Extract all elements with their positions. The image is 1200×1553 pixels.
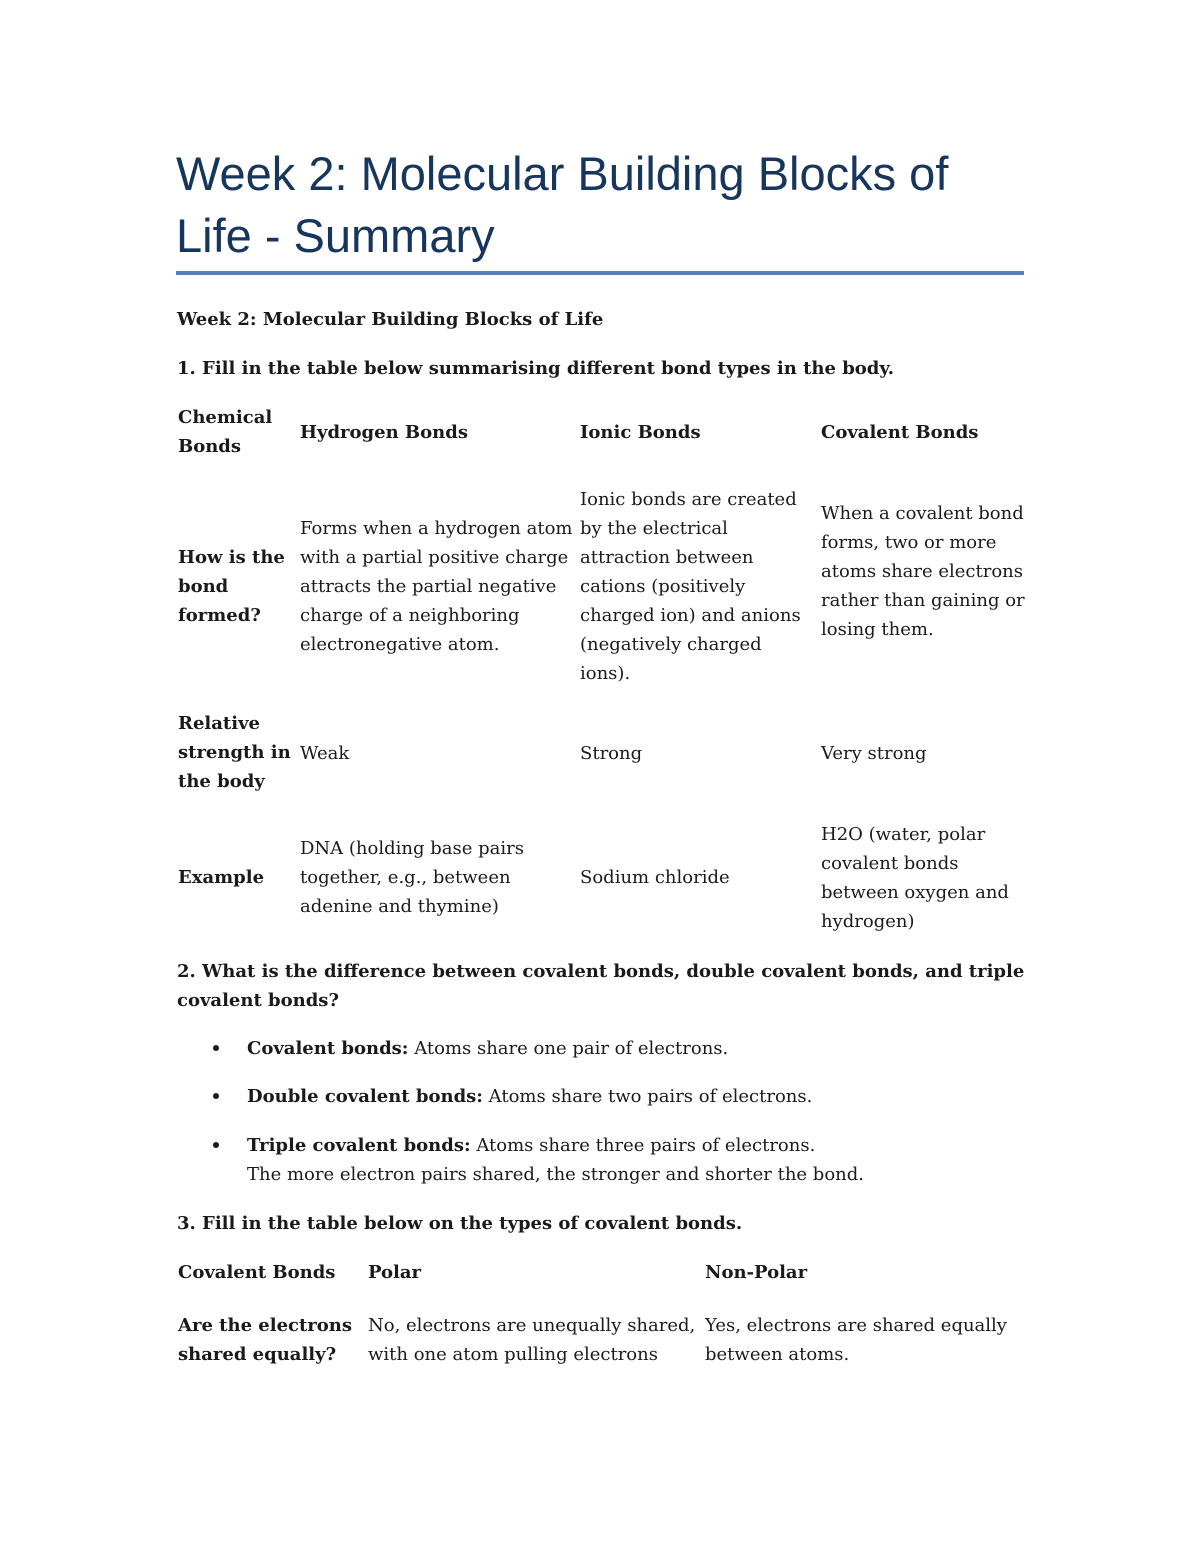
table2-row-label-sharing: Are the electrons shared equally? xyxy=(178,1315,353,1365)
table2-header-non-polar: Non-Polar xyxy=(705,1262,808,1283)
document-title: Week 2: Molecular Building Blocks of Life - Summary xyxy=(176,147,949,262)
title-underline xyxy=(176,271,1024,275)
table1-cell-ionic-strength: Strong xyxy=(580,743,643,764)
table1-cell-hydrogen-formation: Forms when a hydrogen atom with a partial positive charge attracts the partial negative charge of a neighboring electronegative atom. xyxy=(300,518,573,655)
table1-cell-covalent-example: H2O (water, polar covalent bonds between oxygen and hydrogen) xyxy=(821,824,1009,932)
list-item-term: Double covalent bonds: xyxy=(247,1086,483,1107)
table1-row-label-example: Example xyxy=(178,867,265,888)
table1-row-label-strength: Relative strength in the body xyxy=(178,713,291,792)
list-item-term: Triple covalent bonds: xyxy=(247,1135,471,1156)
table2-cell-nonpolar-sharing: Yes, electrons are shared equally between atoms. xyxy=(705,1315,1007,1365)
subtitle: Week 2: Molecular Building Blocks of Life xyxy=(177,309,604,330)
list-item-text xyxy=(247,1131,1027,1160)
table2-cell-polar-sharing: No, electrons are unequally shared, with one atom pulling electrons xyxy=(368,1315,696,1365)
table2-header-covalent-bonds: Covalent Bonds xyxy=(178,1262,336,1283)
table1-cell-covalent-formation: When a covalent bond forms, two or more atoms share electrons rather than gaining or losing them. xyxy=(821,503,1025,640)
table2-header-polar: Polar xyxy=(368,1262,422,1283)
table1-cell-covalent-strength: Very strong xyxy=(821,743,927,764)
question-3: 3. Fill in the table below on the types of covalent bonds. xyxy=(177,1213,743,1234)
list-item-description: Atoms share two pairs of electrons. xyxy=(482,1086,813,1107)
table1-row-label-formation: How is the bond formed? xyxy=(178,547,285,626)
table1-cell-hydrogen-strength: Weak xyxy=(300,743,350,764)
list-item-text xyxy=(247,1082,1027,1111)
question-2: 2. What is the difference between covalent bonds, double covalent bonds, and triple covalent bonds? xyxy=(177,961,1025,1011)
list-item-note: The more electron pairs shared, the stronger and shorter the bond. xyxy=(247,1164,865,1185)
table1-header-chemical-bonds: Chemical Bonds xyxy=(178,407,273,457)
question-1: 1. Fill in the table below summarising different bond types in the body. xyxy=(177,358,895,379)
list-item-description: Atoms share one pair of electrons. xyxy=(408,1038,729,1059)
bullet-icon xyxy=(213,1142,219,1148)
table1-cell-hydrogen-example: DNA (holding base pairs together, e.g., between adenine and thymine) xyxy=(300,838,524,917)
bullet-icon xyxy=(213,1093,219,1099)
list-item-text xyxy=(247,1034,1027,1063)
table1-header-hydrogen: Hydrogen Bonds xyxy=(300,422,468,443)
table1-cell-ionic-example: Sodium chloride xyxy=(580,867,730,888)
list-item-term: Covalent bonds: xyxy=(247,1038,409,1059)
table1-header-ionic: Ionic Bonds xyxy=(580,422,701,443)
table1-cell-ionic-formation: Ionic bonds are created by the electrical attraction between cations (positively charged ion) and anions (negatively charged ions). xyxy=(580,489,801,684)
table1-header-covalent: Covalent Bonds xyxy=(821,422,979,443)
list-item-description: Atoms share three pairs of electrons. xyxy=(470,1135,816,1156)
bullet-icon xyxy=(213,1045,219,1051)
